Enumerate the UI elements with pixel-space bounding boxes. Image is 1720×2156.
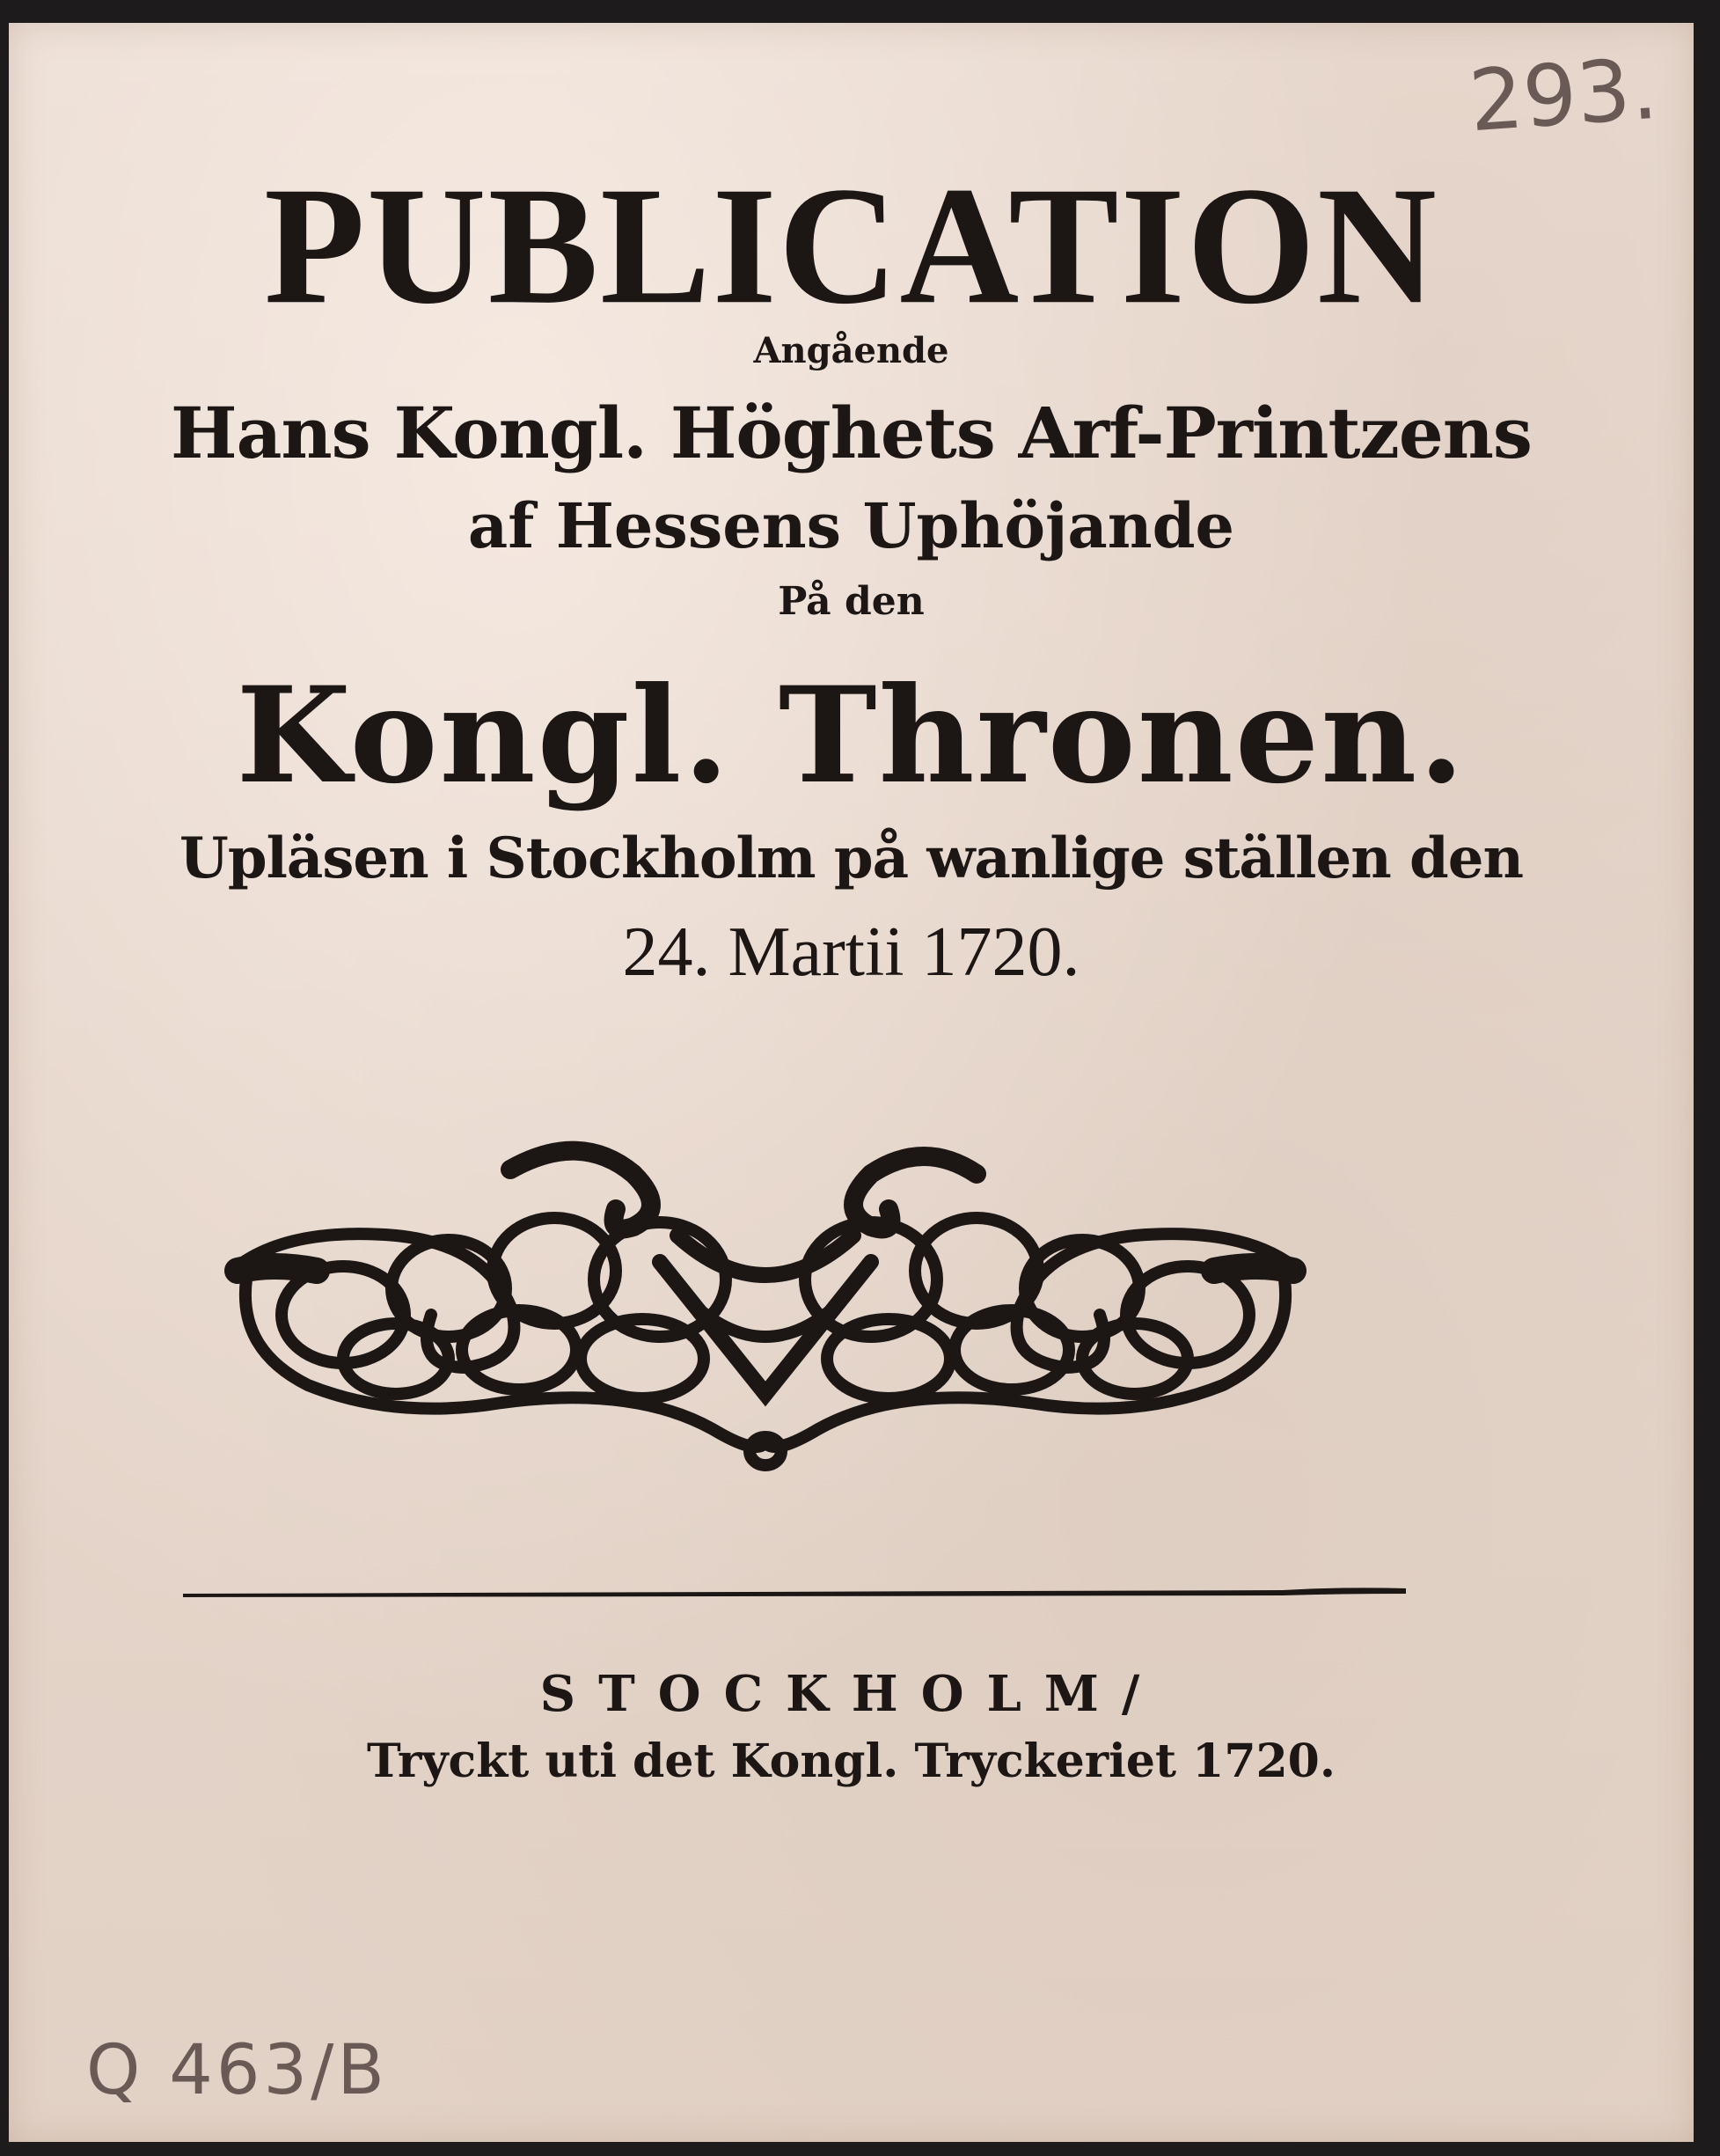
- page-number-annotation: 293.: [1466, 39, 1661, 151]
- document-page: [9, 23, 1694, 2142]
- date-line: 24. Martii 1720.: [622, 913, 1080, 991]
- shelf-mark-annotation: Q 463/B: [86, 2031, 388, 2110]
- imprint-printer: Tryckt uti det Kongl. Tryckeriet 1720.: [367, 1734, 1336, 1788]
- subtitle-line-2: Hans Kongl. Höghets Arf-Printzens: [171, 392, 1532, 474]
- headline: Kongl. Thronen.: [236, 658, 1467, 813]
- document-title: PUBLICATION: [264, 150, 1438, 340]
- decorative-ornament: [220, 1139, 1311, 1478]
- read-line: Upläsen i Stockholm på wanlige ställen den: [179, 825, 1523, 891]
- subtitle-line-1: Angående: [753, 330, 949, 371]
- subtitle-line-4: På den: [778, 579, 925, 624]
- imprint-place: STOCKHOLM/: [539, 1665, 1163, 1723]
- subtitle-line-3: af Hessens Uphöjande: [467, 489, 1235, 562]
- horizontal-rule: [183, 1583, 1406, 1601]
